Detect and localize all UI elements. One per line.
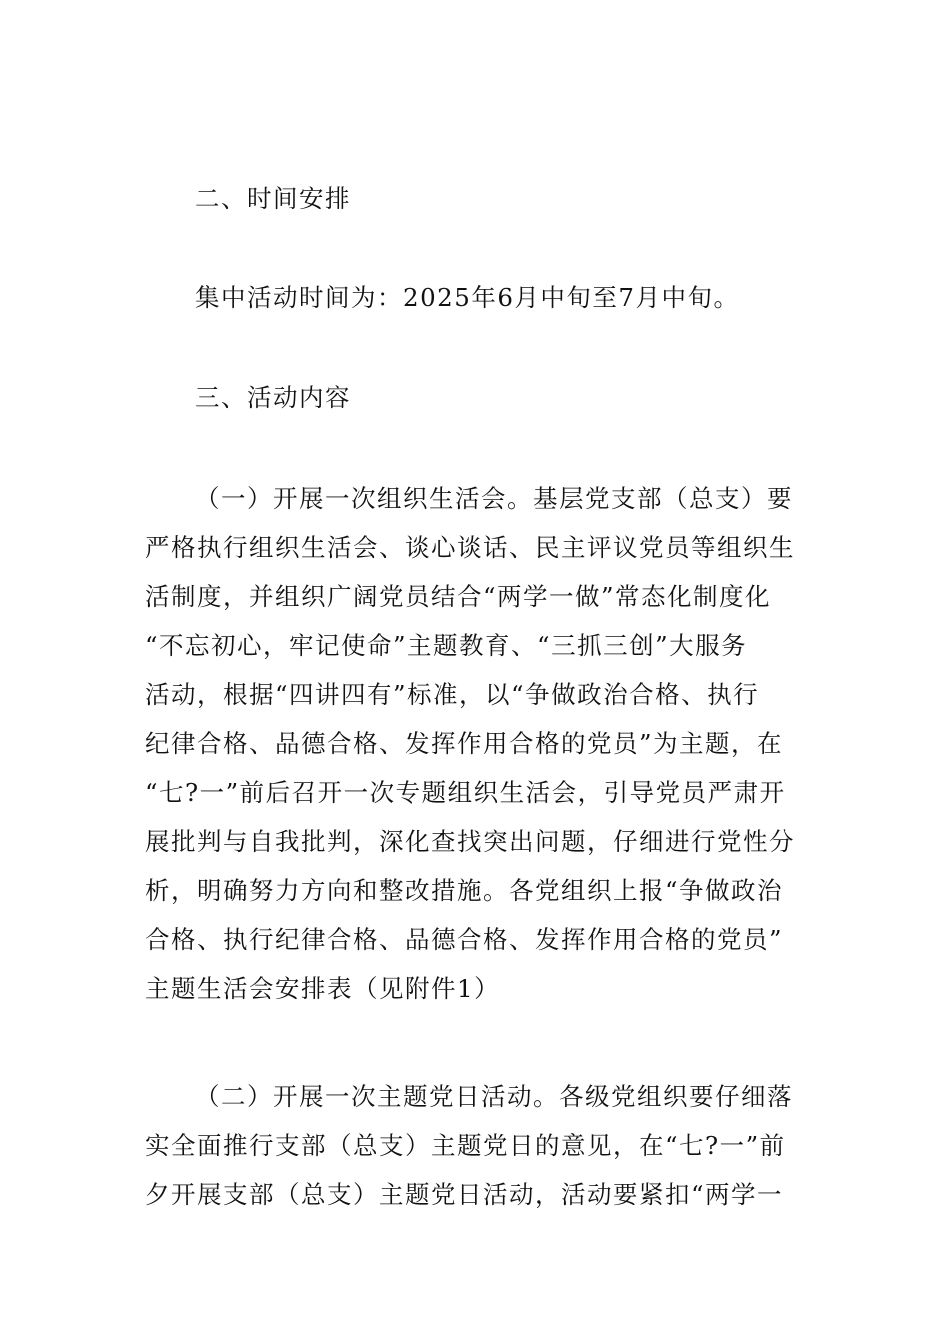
paragraph-line: （一）开展一次组织生活会。基层党支部（总支）要 xyxy=(195,484,793,513)
paragraph-party-day-activity xyxy=(145,1072,810,1219)
paragraph-line: 析，明确努力方向和整改措施。各党组织上报“争做政治 xyxy=(145,876,784,905)
paragraph-line: 活制度，并组织广阔党员结合“两学一做”常态化制度化 xyxy=(145,582,772,611)
paragraph-line: 活动，根据“四讲四有”标准，以“争做政治合格、执行 xyxy=(145,680,760,709)
paragraph-line: 严格执行组织生活会、谈心谈话、民主评议党员等组织生 xyxy=(145,533,795,562)
paragraph-line: 展批判与自我批判，深化查找突出问题，仔细进行党性分 xyxy=(145,827,795,856)
paragraph-line: 合格、执行纪律合格、品德合格、发挥作用合格的党员” xyxy=(145,925,784,954)
paragraph-line: 纪律合格、品德合格、发挥作用合格的党员”为主题，在 xyxy=(145,729,784,758)
paragraph-line: “不忘初心，牢记使命”主题教育、“三抓三创”大服务 xyxy=(145,631,748,660)
schedule-paragraph: 集中活动时间为：2025年6月中旬至7月中旬。 xyxy=(195,283,740,312)
paragraph-line: 主题生活会安排表（见附件1） xyxy=(145,974,501,1003)
paragraph-line: 夕开展支部（总支）主题党日活动，活动要紧扣“两学一 xyxy=(145,1180,784,1209)
paragraph-organization-meeting xyxy=(145,474,810,1013)
section-heading-time-arrangement: 二、时间安排 xyxy=(195,184,351,213)
paragraph-line: “七?一”前后召开一次专题组织生活会，引导党员严肃开 xyxy=(145,778,786,807)
section-heading-activity-content: 三、活动内容 xyxy=(195,383,351,412)
paragraph-line: （二）开展一次主题党日活动。各级党组织要仔细落 xyxy=(195,1082,793,1111)
paragraph-line: 实全面推行支部（总支）主题党日的意见，在“七?一”前 xyxy=(145,1131,786,1160)
